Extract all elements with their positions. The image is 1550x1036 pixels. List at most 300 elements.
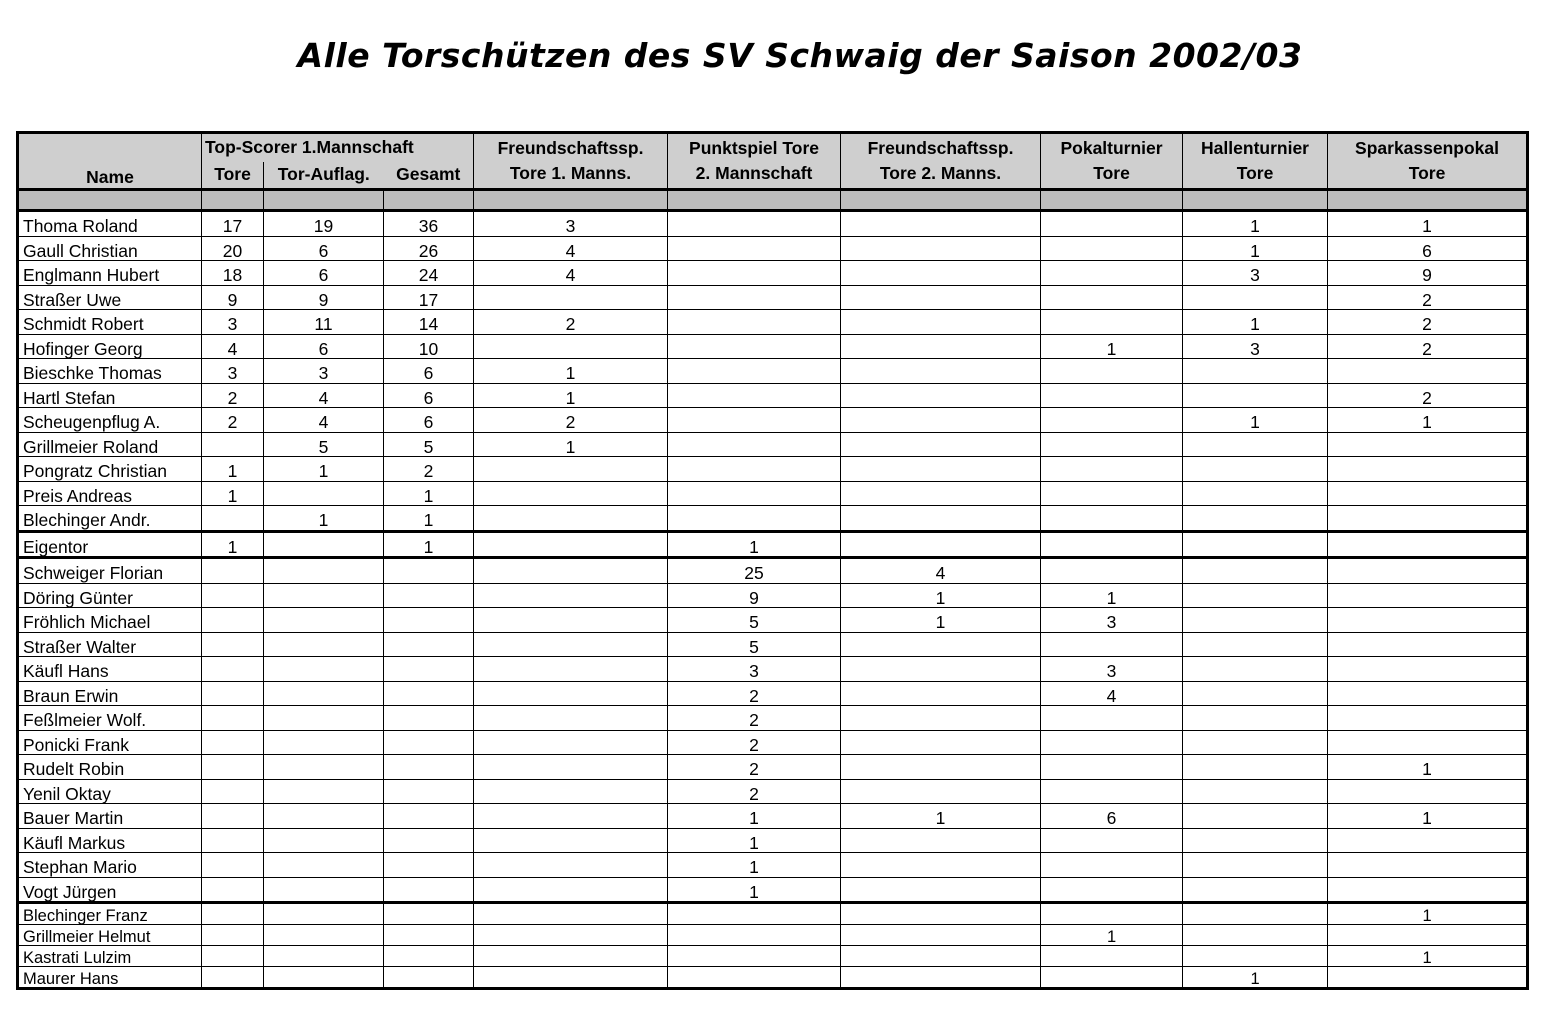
tore-cell: 2	[202, 408, 264, 433]
pokalturnier-cell	[1041, 558, 1183, 584]
freundschaft-1-cell: 1	[474, 383, 668, 408]
punktspiel-2-cell: 5	[668, 608, 841, 633]
freundschaft-1-cell	[474, 481, 668, 506]
hallenturnier-cell: 3	[1183, 261, 1328, 286]
col-group-top-scorer: Top-Scorer 1.Mannschaft	[202, 133, 474, 163]
tore-cell	[202, 877, 264, 903]
freundschaft-1-cell	[474, 334, 668, 359]
freundschaft-2-cell	[841, 211, 1041, 237]
freundschaft-2-cell	[841, 310, 1041, 335]
page-title: Alle Torschützen des SV Schwaig der Saison 2002/03	[297, 36, 1303, 75]
gesamt-cell: 6	[384, 383, 474, 408]
col-header-tore: Tore	[202, 162, 264, 190]
tore-cell	[202, 632, 264, 657]
col-header-punktspiel-2-line2: 2. Mannschaft	[695, 163, 813, 183]
player-name-cell: Fröhlich Michael	[18, 608, 202, 633]
col-header-pokalturnier	[1041, 133, 1183, 190]
freundschaft-2-cell	[841, 877, 1041, 903]
sparkassenpokal-cell	[1328, 853, 1528, 878]
freundschaft-2-cell	[841, 432, 1041, 457]
freundschaft-1-cell	[474, 583, 668, 608]
tore-cell	[202, 779, 264, 804]
table-row	[18, 211, 1528, 237]
freundschaft-2-cell	[841, 506, 1041, 532]
freundschaft-2-cell	[841, 967, 1041, 989]
table-row	[18, 481, 1528, 506]
spacer-cell	[1183, 190, 1328, 211]
tor-auflag-cell	[264, 558, 384, 584]
player-name-cell: Maurer Hans	[18, 967, 202, 989]
hallenturnier-cell	[1183, 632, 1328, 657]
hallenturnier-cell	[1183, 730, 1328, 755]
tore-cell	[202, 967, 264, 989]
tor-auflag-cell: 6	[264, 334, 384, 359]
tor-auflag-cell	[264, 967, 384, 989]
freundschaft-1-cell	[474, 457, 668, 482]
tore-cell	[202, 828, 264, 853]
punktspiel-2-cell	[668, 506, 841, 532]
tor-auflag-cell: 1	[264, 506, 384, 532]
spacer-cell	[384, 190, 474, 211]
player-name-cell: Hofinger Georg	[18, 334, 202, 359]
table-row	[18, 457, 1528, 482]
tore-cell	[202, 946, 264, 967]
freundschaft-2-cell	[841, 925, 1041, 946]
table-body	[18, 211, 1528, 989]
freundschaft-1-cell	[474, 967, 668, 989]
player-name-cell: Scheugenpflug A.	[18, 408, 202, 433]
gesamt-cell	[384, 681, 474, 706]
freundschaft-2-cell	[841, 481, 1041, 506]
sparkassenpokal-cell	[1328, 877, 1528, 903]
sparkassenpokal-cell	[1328, 657, 1528, 682]
player-name-cell: Bauer Martin	[18, 804, 202, 829]
tore-cell: 3	[202, 310, 264, 335]
punktspiel-2-cell	[668, 903, 841, 925]
hallenturnier-cell	[1183, 903, 1328, 925]
tor-auflag-cell: 19	[264, 211, 384, 237]
table-row	[18, 853, 1528, 878]
freundschaft-2-cell	[841, 359, 1041, 384]
player-name-cell: Straßer Walter	[18, 632, 202, 657]
tor-auflag-cell	[264, 632, 384, 657]
tor-auflag-cell: 9	[264, 285, 384, 310]
sparkassenpokal-cell: 1	[1328, 211, 1528, 237]
spacer-cell	[841, 190, 1041, 211]
player-name-cell: Blechinger Andr.	[18, 506, 202, 532]
sparkassenpokal-cell	[1328, 432, 1528, 457]
freundschaft-2-cell	[841, 383, 1041, 408]
gesamt-cell	[384, 755, 474, 780]
player-name-cell: Vogt Jürgen	[18, 877, 202, 903]
freundschaft-1-cell: 2	[474, 310, 668, 335]
tor-auflag-cell: 3	[264, 359, 384, 384]
hallenturnier-cell	[1183, 828, 1328, 853]
freundschaft-2-cell	[841, 236, 1041, 261]
gesamt-cell: 14	[384, 310, 474, 335]
sparkassenpokal-cell	[1328, 583, 1528, 608]
punktspiel-2-cell: 1	[668, 877, 841, 903]
table-row	[18, 608, 1528, 633]
gesamt-cell: 24	[384, 261, 474, 286]
punktspiel-2-cell	[668, 946, 841, 967]
tor-auflag-cell	[264, 657, 384, 682]
hallenturnier-cell	[1183, 457, 1328, 482]
spacer-cell	[1041, 190, 1183, 211]
pokalturnier-cell	[1041, 877, 1183, 903]
pokalturnier-cell: 4	[1041, 681, 1183, 706]
player-name-cell: Englmann Hubert	[18, 261, 202, 286]
tore-cell	[202, 903, 264, 925]
pokalturnier-cell	[1041, 903, 1183, 925]
hallenturnier-cell	[1183, 531, 1328, 558]
hallenturnier-cell	[1183, 608, 1328, 633]
freundschaft-1-cell: 4	[474, 261, 668, 286]
col-header-hallenturnier	[1183, 133, 1328, 190]
freundschaft-1-cell	[474, 531, 668, 558]
punktspiel-2-cell	[668, 359, 841, 384]
sparkassenpokal-cell	[1328, 608, 1528, 633]
tor-auflag-cell	[264, 755, 384, 780]
col-header-sparkassenpokal-line1: Sparkassenpokal	[1355, 137, 1500, 158]
spacer-cell	[264, 190, 384, 211]
gesamt-cell	[384, 946, 474, 967]
table-row	[18, 531, 1528, 558]
col-header-punktspiel-2	[668, 133, 841, 190]
tore-cell	[202, 657, 264, 682]
player-name-cell: Grillmeier Helmut	[18, 925, 202, 946]
tore-cell	[202, 681, 264, 706]
col-header-punktspiel-2-line1: Punktspiel Tore	[689, 137, 820, 158]
player-name-cell: Rudelt Robin	[18, 755, 202, 780]
player-name-cell: Feßlmeier Wolf.	[18, 706, 202, 731]
table-row	[18, 432, 1528, 457]
punktspiel-2-cell: 2	[668, 755, 841, 780]
freundschaft-1-cell: 1	[474, 432, 668, 457]
spacer-cell	[1328, 190, 1528, 211]
tor-auflag-cell	[264, 779, 384, 804]
pokalturnier-cell	[1041, 967, 1183, 989]
hallenturnier-cell	[1183, 877, 1328, 903]
tore-cell: 17	[202, 211, 264, 237]
col-header-freundschaft-2-line1: Freundschaftssp.	[867, 137, 1014, 158]
punktspiel-2-cell: 1	[668, 828, 841, 853]
pokalturnier-cell	[1041, 779, 1183, 804]
hallenturnier-cell	[1183, 481, 1328, 506]
hallenturnier-cell	[1183, 779, 1328, 804]
tor-auflag-cell: 6	[264, 261, 384, 286]
pokalturnier-cell: 1	[1041, 334, 1183, 359]
freundschaft-1-cell	[474, 946, 668, 967]
sparkassenpokal-cell	[1328, 558, 1528, 584]
col-header-freundschaft-1-line2: Tore 1. Manns.	[509, 163, 632, 183]
freundschaft-1-cell	[474, 632, 668, 657]
pokalturnier-cell	[1041, 706, 1183, 731]
player-name-cell: Stephan Mario	[18, 853, 202, 878]
punktspiel-2-cell: 2	[668, 779, 841, 804]
table-row	[18, 408, 1528, 433]
punktspiel-2-cell: 2	[668, 706, 841, 731]
freundschaft-2-cell	[841, 903, 1041, 925]
hallenturnier-cell	[1183, 681, 1328, 706]
punktspiel-2-cell	[668, 285, 841, 310]
freundschaft-2-cell: 4	[841, 558, 1041, 584]
tor-auflag-cell	[264, 531, 384, 558]
player-name-cell: Braun Erwin	[18, 681, 202, 706]
tor-auflag-cell	[264, 925, 384, 946]
table-row	[18, 261, 1528, 286]
player-name-cell: Hartl Stefan	[18, 383, 202, 408]
freundschaft-1-cell	[474, 608, 668, 633]
punktspiel-2-cell: 1	[668, 531, 841, 558]
sparkassenpokal-cell: 1	[1328, 408, 1528, 433]
sparkassenpokal-cell	[1328, 681, 1528, 706]
tor-auflag-cell	[264, 583, 384, 608]
punktspiel-2-cell: 5	[668, 632, 841, 657]
gesamt-cell: 6	[384, 408, 474, 433]
sparkassenpokal-cell: 1	[1328, 903, 1528, 925]
punktspiel-2-cell	[668, 383, 841, 408]
pokalturnier-cell	[1041, 285, 1183, 310]
freundschaft-2-cell: 1	[841, 583, 1041, 608]
tore-cell: 4	[202, 334, 264, 359]
gesamt-cell	[384, 967, 474, 989]
freundschaft-2-cell	[841, 755, 1041, 780]
hallenturnier-cell: 1	[1183, 211, 1328, 237]
tor-auflag-cell	[264, 903, 384, 925]
freundschaft-2-cell	[841, 706, 1041, 731]
player-name-cell: Bieschke Thomas	[18, 359, 202, 384]
gesamt-cell: 1	[384, 481, 474, 506]
pokalturnier-cell	[1041, 531, 1183, 558]
freundschaft-1-cell	[474, 925, 668, 946]
gesamt-cell: 26	[384, 236, 474, 261]
table-row	[18, 804, 1528, 829]
col-header-freundschaft-1-line1: Freundschaftssp.	[497, 137, 644, 158]
table-row	[18, 632, 1528, 657]
table-row	[18, 334, 1528, 359]
tor-auflag-cell	[264, 706, 384, 731]
tore-cell: 1	[202, 457, 264, 482]
sparkassenpokal-cell: 6	[1328, 236, 1528, 261]
freundschaft-1-cell	[474, 657, 668, 682]
table-row	[18, 383, 1528, 408]
pokalturnier-cell	[1041, 432, 1183, 457]
pokalturnier-cell	[1041, 506, 1183, 532]
freundschaft-1-cell	[474, 681, 668, 706]
tor-auflag-cell: 1	[264, 457, 384, 482]
hallenturnier-cell	[1183, 506, 1328, 532]
hallenturnier-cell: 1	[1183, 310, 1328, 335]
col-header-pokalturnier-line1: Pokalturnier	[1060, 137, 1163, 158]
sparkassenpokal-cell	[1328, 706, 1528, 731]
punktspiel-2-cell	[668, 408, 841, 433]
tore-cell: 20	[202, 236, 264, 261]
punktspiel-2-cell	[668, 334, 841, 359]
sparkassenpokal-cell	[1328, 828, 1528, 853]
tor-auflag-cell	[264, 681, 384, 706]
tor-auflag-cell	[264, 877, 384, 903]
sparkassenpokal-cell	[1328, 457, 1528, 482]
table-row	[18, 755, 1528, 780]
gesamt-cell: 17	[384, 285, 474, 310]
pokalturnier-cell: 1	[1041, 583, 1183, 608]
gesamt-cell: 1	[384, 531, 474, 558]
pokalturnier-cell: 6	[1041, 804, 1183, 829]
gesamt-cell	[384, 853, 474, 878]
table-row	[18, 925, 1528, 946]
hallenturnier-cell	[1183, 804, 1328, 829]
sparkassenpokal-cell: 2	[1328, 383, 1528, 408]
freundschaft-2-cell: 1	[841, 608, 1041, 633]
pokalturnier-cell: 1	[1041, 925, 1183, 946]
gesamt-cell	[384, 828, 474, 853]
pokalturnier-cell	[1041, 755, 1183, 780]
sparkassenpokal-cell	[1328, 632, 1528, 657]
pokalturnier-cell: 3	[1041, 608, 1183, 633]
player-name-cell: Straßer Uwe	[18, 285, 202, 310]
freundschaft-1-cell: 2	[474, 408, 668, 433]
sparkassenpokal-cell: 2	[1328, 285, 1528, 310]
pokalturnier-cell	[1041, 632, 1183, 657]
player-name-cell: Thoma Roland	[18, 211, 202, 237]
freundschaft-1-cell	[474, 779, 668, 804]
player-name-cell: Kastrati Lulzim	[18, 946, 202, 967]
pokalturnier-cell	[1041, 383, 1183, 408]
col-header-tor-auflag: Tor-Auflag.	[264, 162, 384, 190]
freundschaft-2-cell	[841, 457, 1041, 482]
table-row	[18, 877, 1528, 903]
freundschaft-1-cell: 4	[474, 236, 668, 261]
punktspiel-2-cell	[668, 310, 841, 335]
tor-auflag-cell	[264, 946, 384, 967]
spacer-cell	[474, 190, 668, 211]
freundschaft-1-cell	[474, 903, 668, 925]
freundschaft-1-cell	[474, 755, 668, 780]
tore-cell	[202, 730, 264, 755]
sparkassenpokal-cell	[1328, 730, 1528, 755]
tore-cell: 3	[202, 359, 264, 384]
tor-auflag-cell: 6	[264, 236, 384, 261]
table-row	[18, 506, 1528, 532]
gesamt-cell	[384, 706, 474, 731]
gesamt-cell: 36	[384, 211, 474, 237]
tore-cell: 9	[202, 285, 264, 310]
table-row	[18, 236, 1528, 261]
freundschaft-2-cell	[841, 946, 1041, 967]
punktspiel-2-cell	[668, 432, 841, 457]
gesamt-cell	[384, 804, 474, 829]
freundschaft-1-cell	[474, 285, 668, 310]
freundschaft-2-cell	[841, 261, 1041, 286]
spacer-cell	[202, 190, 264, 211]
punktspiel-2-cell	[668, 261, 841, 286]
gesamt-cell: 10	[384, 334, 474, 359]
tore-cell	[202, 925, 264, 946]
gesamt-cell	[384, 583, 474, 608]
hallenturnier-cell: 3	[1183, 334, 1328, 359]
scorer-table	[16, 131, 1529, 990]
gesamt-cell	[384, 730, 474, 755]
punktspiel-2-cell: 1	[668, 853, 841, 878]
table-row	[18, 681, 1528, 706]
table-row	[18, 779, 1528, 804]
hallenturnier-cell	[1183, 583, 1328, 608]
freundschaft-1-cell	[474, 706, 668, 731]
freundschaft-2-cell	[841, 657, 1041, 682]
table-row	[18, 657, 1528, 682]
hallenturnier-cell	[1183, 432, 1328, 457]
freundschaft-2-cell	[841, 531, 1041, 558]
gesamt-cell	[384, 925, 474, 946]
freundschaft-1-cell	[474, 804, 668, 829]
player-name-cell: Ponicki Frank	[18, 730, 202, 755]
tor-auflag-cell	[264, 853, 384, 878]
hallenturnier-cell	[1183, 285, 1328, 310]
player-name-cell: Grillmeier Roland	[18, 432, 202, 457]
col-header-sparkassenpokal	[1328, 133, 1528, 190]
gesamt-cell: 2	[384, 457, 474, 482]
sparkassenpokal-cell: 1	[1328, 804, 1528, 829]
hallenturnier-cell	[1183, 946, 1328, 967]
table-row	[18, 359, 1528, 384]
hallenturnier-cell: 1	[1183, 236, 1328, 261]
col-header-hallenturnier-line2: Tore	[1236, 163, 1274, 183]
table-row	[18, 946, 1528, 967]
player-name-cell: Gaull Christian	[18, 236, 202, 261]
table-row	[18, 706, 1528, 731]
freundschaft-2-cell	[841, 408, 1041, 433]
pokalturnier-cell	[1041, 359, 1183, 384]
col-header-hallenturnier-line1: Hallenturnier	[1201, 137, 1309, 158]
punktspiel-2-cell	[668, 457, 841, 482]
table-row	[18, 967, 1528, 989]
sparkassenpokal-cell	[1328, 967, 1528, 989]
gesamt-cell: 5	[384, 432, 474, 457]
hallenturnier-cell	[1183, 755, 1328, 780]
hallenturnier-cell	[1183, 558, 1328, 584]
player-name-cell: Schweiger Florian	[18, 558, 202, 584]
punktspiel-2-cell	[668, 925, 841, 946]
freundschaft-1-cell	[474, 730, 668, 755]
pokalturnier-cell	[1041, 828, 1183, 853]
sparkassenpokal-cell	[1328, 779, 1528, 804]
player-name-cell: Döring Günter	[18, 583, 202, 608]
punktspiel-2-cell: 2	[668, 681, 841, 706]
table-row	[18, 310, 1528, 335]
col-header-freundschaft-2	[841, 133, 1041, 190]
pokalturnier-cell	[1041, 408, 1183, 433]
punktspiel-2-cell	[668, 481, 841, 506]
tor-auflag-cell: 5	[264, 432, 384, 457]
pokalturnier-cell	[1041, 236, 1183, 261]
col-header-gesamt: Gesamt	[384, 162, 474, 190]
tore-cell: 18	[202, 261, 264, 286]
player-name-cell: Käufl Hans	[18, 657, 202, 682]
gesamt-cell	[384, 779, 474, 804]
tore-cell: 1	[202, 531, 264, 558]
spacer-cell	[668, 190, 841, 211]
pokalturnier-cell: 3	[1041, 657, 1183, 682]
freundschaft-1-cell: 3	[474, 211, 668, 237]
sparkassenpokal-cell: 2	[1328, 310, 1528, 335]
col-header-freundschaft-1	[474, 133, 668, 190]
sparkassenpokal-cell: 2	[1328, 334, 1528, 359]
col-header-pokalturnier-line2: Tore	[1093, 163, 1130, 183]
tore-cell	[202, 506, 264, 532]
gesamt-cell	[384, 877, 474, 903]
tor-auflag-cell	[264, 804, 384, 829]
